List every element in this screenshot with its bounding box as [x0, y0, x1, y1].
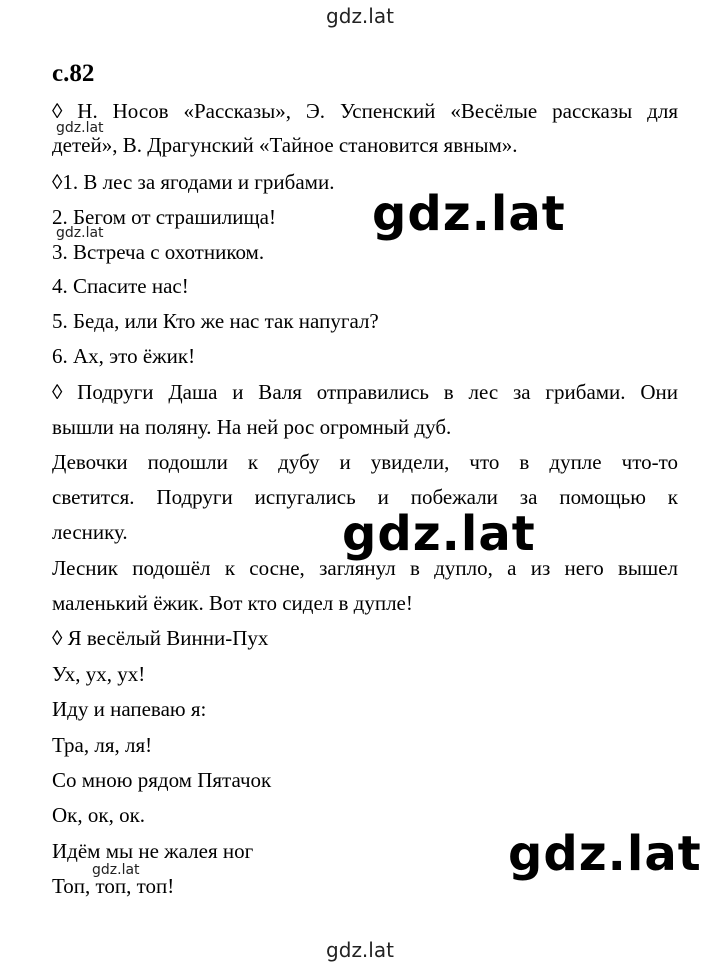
text-line-8: 6. Ах, это ёжик!: [52, 344, 196, 368]
text-line-14: Лесник подошёл к сосне, заглянул в дупло, а из него вышел: [52, 556, 678, 580]
text-line-12: светится. Подруги испугались и побежали за помощью к: [52, 485, 678, 509]
text-line-3: ◊1. В лес за ягодами и грибами.: [52, 170, 335, 194]
watermark-small-1: gdz.lat: [56, 120, 104, 136]
text-line-16: ◊ Я весёлый Винни-Пух: [52, 626, 269, 650]
text-line-21: Ок, ок, ок.: [52, 803, 146, 827]
text-line-9: ◊ Подруги Даша и Валя отправились в лес за грибами. Они: [52, 380, 678, 404]
watermark-top: gdz.lat: [326, 4, 394, 28]
text-line-15: маленький ёжик. Вот кто сидел в дупле!: [52, 591, 413, 615]
text-line-1: ◊ Н. Носов «Рассказы», Э. Успенский «Весёлые рассказы для: [52, 99, 678, 123]
text-line-7: 5. Беда, или Кто же нас так напугал?: [52, 309, 379, 333]
watermark-big-3: gdz.lat: [508, 826, 702, 882]
text-line-20: Со мною рядом Пятачок: [52, 768, 272, 792]
watermark-small-2: gdz.lat: [56, 225, 104, 241]
text-line-18: Иду и напеваю я:: [52, 697, 207, 721]
text-line-22: Идём мы не жалея ног: [52, 839, 254, 863]
page-title: с.82: [52, 60, 95, 87]
text-line-6: 4. Спасите нас!: [52, 274, 189, 298]
text-line-10: вышли на поляну. На ней рос огромный дуб.: [52, 415, 452, 439]
text-line-11: Девочки подошли к дубу и увидели, что в дупле что-то: [52, 450, 678, 474]
text-line-4: 2. Бегом от страшилища!: [52, 205, 276, 229]
text-line-23: Топ, топ, топ!: [52, 874, 175, 898]
text-line-5: 3. Встреча с охотником.: [52, 240, 265, 264]
text-line-17: Ух, ух, ух!: [52, 662, 146, 686]
watermark-bottom: gdz.lat: [326, 938, 394, 962]
watermark-big-2: gdz.lat: [342, 506, 536, 562]
watermark-small-3: gdz.lat: [92, 862, 140, 878]
watermark-big-1: gdz.lat: [372, 186, 566, 242]
text-line-13: леснику.: [52, 520, 128, 544]
text-line-19: Тра, ля, ля!: [52, 733, 153, 757]
text-line-2: детей», В. Драгунский «Тайное становится явным».: [52, 133, 518, 157]
